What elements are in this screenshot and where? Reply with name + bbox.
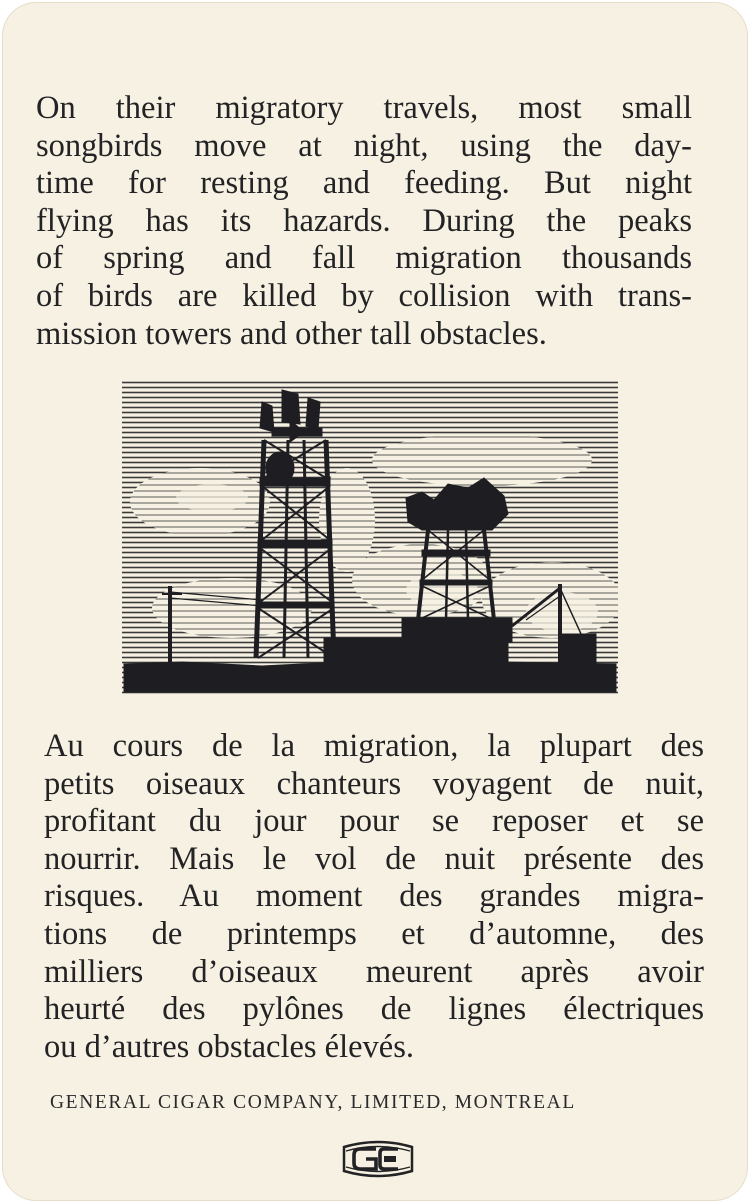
french-line: milliers d’oiseaux meurent après avoir	[44, 953, 704, 990]
english-line: mission towers and other tall obstacles.	[36, 315, 547, 352]
french-line: tions de printemps et d’automne, des	[44, 915, 704, 952]
english-paragraph	[36, 90, 692, 353]
french-line: nourrir. Mais le vol de nuit présente des	[44, 840, 704, 877]
french-line: ou d’autres obstacles élevés.	[44, 1028, 415, 1065]
english-line: of birds are killed by collision with trans-	[36, 277, 692, 314]
french-line: risques. Au moment des grandes migra-	[44, 878, 704, 915]
english-line: songbirds move at night, using the day-	[36, 127, 692, 164]
publisher-credit: GENERAL CIGAR COMPANY, LIMITED, MONTREAL	[50, 1092, 576, 1113]
english-line: flying has its hazards. During the peaks	[36, 202, 692, 239]
general-cigar-gc-monogram-icon	[340, 1135, 416, 1181]
english-line: On their migratory travels, most small	[36, 90, 692, 126]
french-line: Au cours de la migration, la plupart des	[44, 728, 704, 764]
transmission-towers-illustration	[122, 380, 618, 696]
trading-card	[2, 2, 748, 1201]
english-line: time for resting and feeding. But night	[36, 165, 692, 202]
french-line: heurté des pylônes de lignes électriques	[44, 991, 704, 1028]
french-line: petits oiseaux chanteurs voyagent de nuit,	[44, 765, 704, 802]
french-line: profitant du jour pour se reposer et se	[44, 803, 704, 840]
english-line: of spring and fall migration thousands	[36, 240, 692, 277]
french-paragraph	[44, 728, 704, 1066]
